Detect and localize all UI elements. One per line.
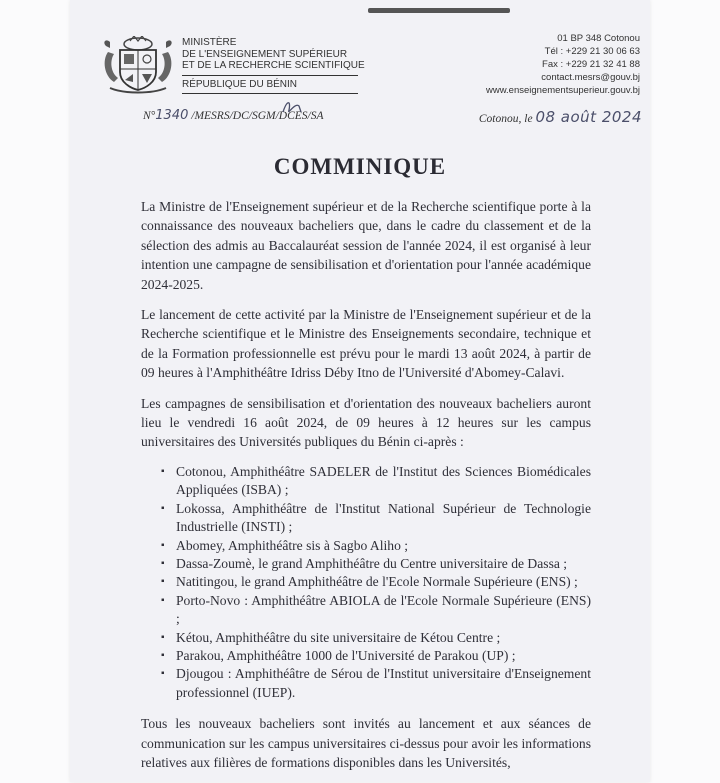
bullet-icon: ▪ bbox=[161, 502, 165, 514]
list-item bbox=[141, 647, 591, 665]
date-place: Cotonou, le bbox=[478, 113, 533, 125]
bullet-icon: ▪ bbox=[161, 539, 165, 551]
header-divider bbox=[182, 93, 358, 94]
list-item bbox=[141, 629, 591, 647]
contact-block bbox=[486, 32, 640, 97]
coat-of-arms-icon bbox=[100, 36, 176, 94]
bullet-icon: ▪ bbox=[161, 576, 165, 588]
list-item-text: Lokossa, Amphithéâtre de l'Institut National Supérieur de Technologie Industrielle (INSTI) ; bbox=[176, 500, 591, 535]
bullet-icon: ▪ bbox=[161, 594, 165, 606]
contact-address: 01 BP 348 Cotonou bbox=[557, 33, 640, 44]
document-page bbox=[70, 0, 650, 782]
list-item bbox=[141, 537, 591, 555]
bullet-icon: ▪ bbox=[161, 465, 165, 477]
bullet-icon: ▪ bbox=[161, 649, 165, 661]
bullet-icon: ▪ bbox=[161, 557, 165, 569]
list-item-text: Parakou, Amphithéâtre 1000 de l'Université de Parakou (UP) ; bbox=[176, 647, 516, 663]
document-body bbox=[141, 197, 591, 783]
list-item bbox=[141, 555, 591, 573]
list-item-text: Abomey, Amphithéâtre sis à Sagbo Aliho ; bbox=[176, 537, 409, 553]
ministry-line: DE L'ENSEIGNEMENT SUPÉRIEUR bbox=[182, 48, 348, 60]
list-item bbox=[141, 592, 591, 629]
contact-fax: Fax : +229 21 32 41 88 bbox=[542, 59, 640, 70]
reference-handwritten-number: 1340 bbox=[155, 108, 189, 123]
signature-mark-icon bbox=[281, 98, 303, 118]
list-item-text: Natitingou, le grand Amphithéâtre de l'Ecole Normale Supérieure (ENS) ; bbox=[176, 574, 578, 590]
list-item-text: Cotonou, Amphithéâtre SADELER de l'Institut des Sciences Biomédicales Appliquées (ISBA) ; bbox=[176, 463, 591, 498]
ministry-header bbox=[182, 37, 365, 94]
bullet-icon: ▪ bbox=[161, 631, 165, 643]
paragraph: Les campagnes de sensibilisation et d'orientation des nouveaux bacheliers auront lieu le vendredi 16 août 2024, de 09 heures à 12 heures sur les campus universitaires des Universités publiques du Bénin ci-après : bbox=[141, 395, 591, 450]
document-title: COMMINIQUE bbox=[273, 154, 447, 179]
list-item-text: Djougou : Amphithéâtre de Sérou de l'Institut universitaire d'Enseignement professionnel (IUEP). bbox=[176, 666, 591, 700]
list-item-text: Dassa-Zoumè, le grand Amphithéâtre du Centre universitaire de Dassa ; bbox=[176, 555, 568, 571]
closing-paragraph: Tous les nouveaux bacheliers sont invités au lancement et aux séances de communication sur les campus universitaires ci-dessus pour avoir les informations relatives aux filières de formations disponibles dans les Universités, bbox=[141, 716, 591, 770]
contact-website: www.enseignementsuperieur.gouv.bj bbox=[485, 85, 640, 96]
reference-suffix: /MESRS/DC/SGM/DCES/SA bbox=[191, 110, 324, 122]
ministry-line: MINISTÈRE bbox=[182, 37, 237, 48]
paragraph: La Ministre de l'Enseignement supérieur et de la Recherche scientifique porte à la connaissance des nouveaux bacheliers que, dans le cadre du classement et de la sélection des admis au Baccalauréat session de l'année 2024, il est organisé à leur intention une campagne de sensibilisation et d'orientation pour l'année académique 2024-2025. bbox=[141, 199, 591, 292]
bullet-icon: ▪ bbox=[161, 668, 165, 680]
list-item bbox=[141, 500, 591, 537]
contact-phone: Tél : +229 21 30 06 63 bbox=[544, 46, 640, 57]
list-item bbox=[141, 665, 591, 702]
list-item bbox=[141, 463, 591, 500]
list-item-text: Kétou, Amphithéâtre du site universitaire de Kétou Centre ; bbox=[176, 629, 501, 645]
date-handwritten: 08 août 2024 bbox=[535, 108, 642, 126]
ministry-line: ET DE LA RECHERCHE SCIENTIFIQUE bbox=[182, 60, 365, 71]
list-item-text: Porto-Novo : Amphithéâtre ABIOLA de l'Ecole Normale Supérieure (ENS) ; bbox=[176, 592, 591, 627]
binder-clip bbox=[368, 8, 510, 13]
paragraph: Le lancement de cette activité par la Ministre de l'Enseignement supérieur et de la Recherche scientifique et le Ministre des Enseignements secondaire, technique et de la Formation professionnelle est prévu pour le mardi 13 août 2024, à partir de 09 heures à l'Amphithéâtre Idriss Déby Itno de l'Université d'Abomey-Calavi. bbox=[141, 307, 591, 381]
reference-number bbox=[143, 108, 324, 123]
list-item bbox=[141, 573, 591, 591]
reference-prefix: N° bbox=[143, 110, 156, 122]
campus-list bbox=[141, 463, 591, 702]
date-line bbox=[479, 108, 642, 126]
contact-email: contact.mesrs@gouv.bj bbox=[541, 72, 640, 83]
republic-name: RÉPUBLIQUE DU BÉNIN bbox=[182, 78, 298, 90]
header-divider bbox=[182, 75, 358, 76]
